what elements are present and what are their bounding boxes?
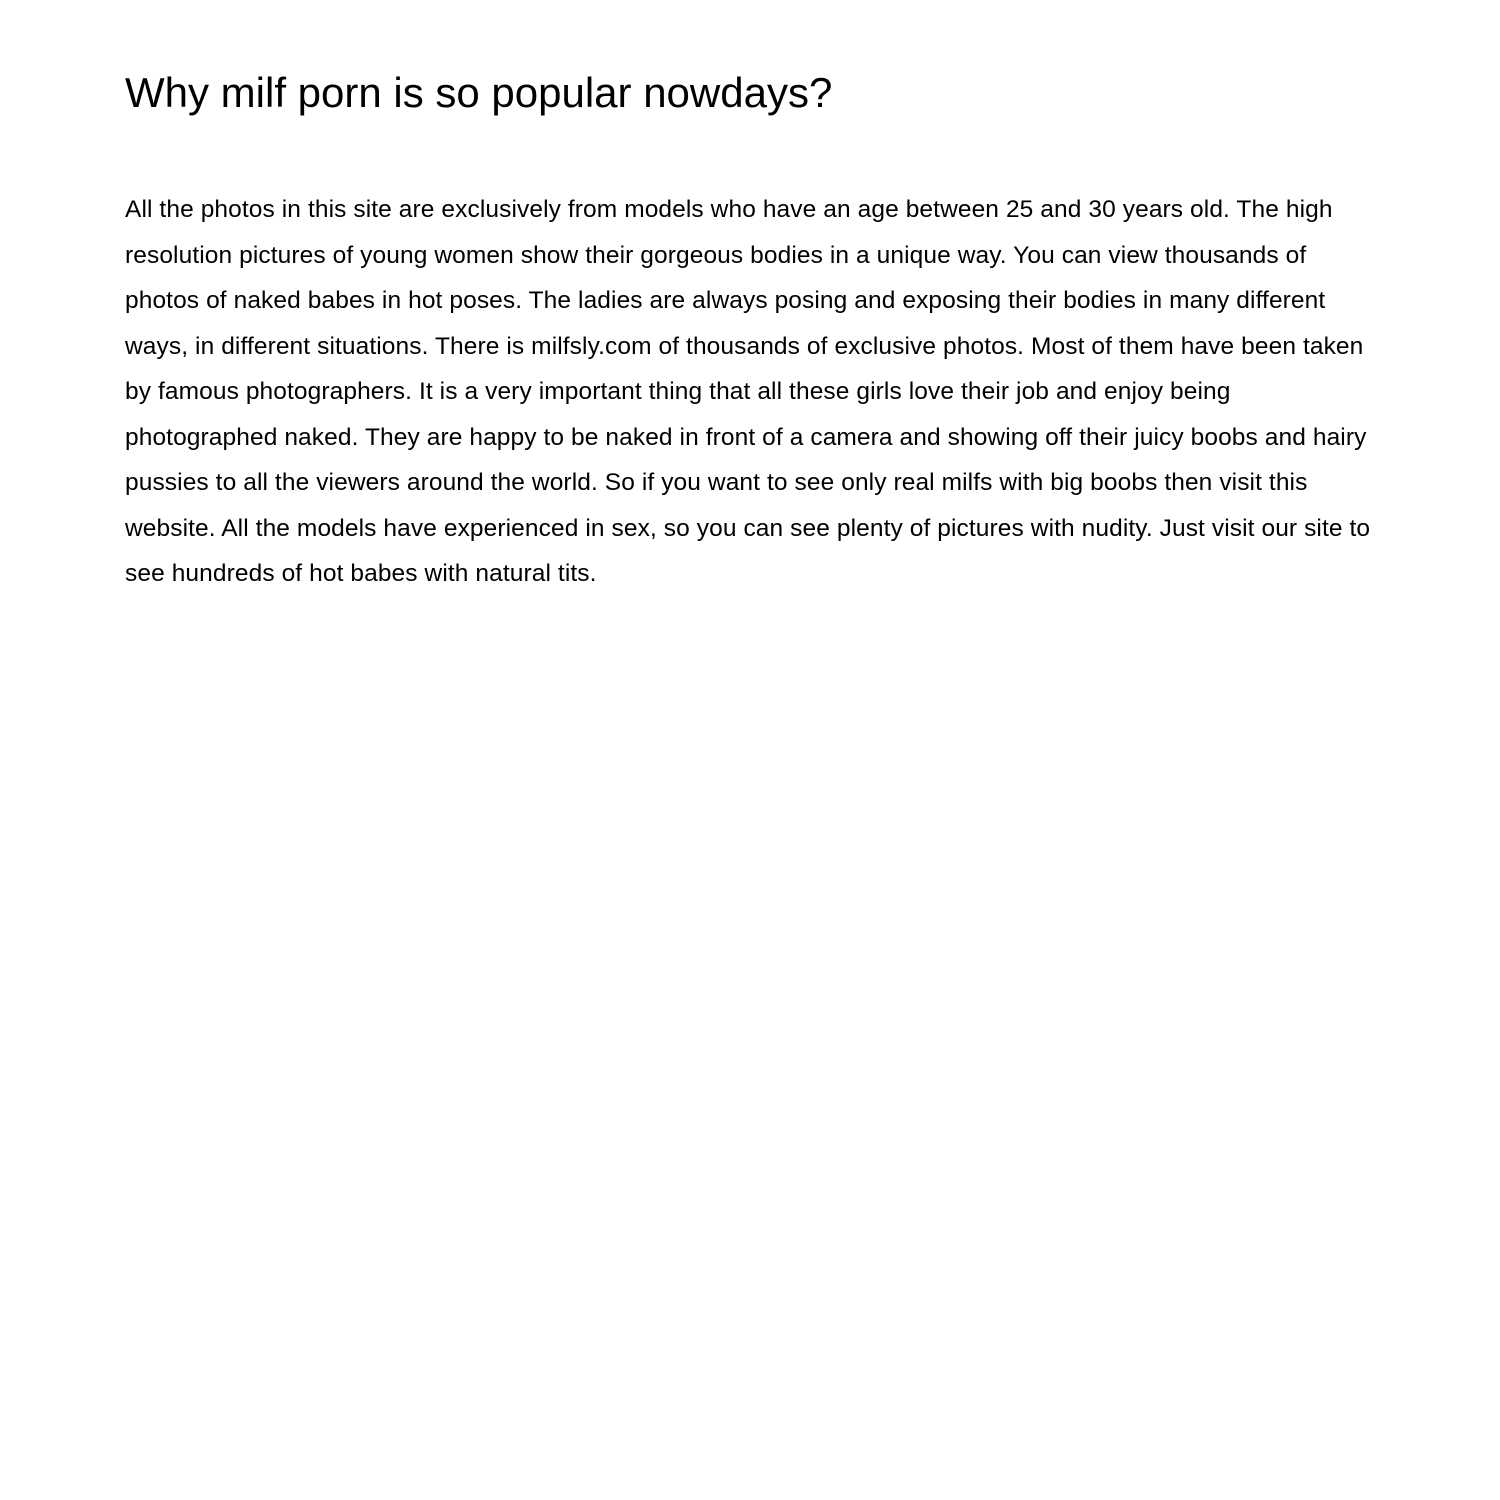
body-paragraph: All the photos in this site are exclusively from models who have an age between 25 and 30 years old. The high resolution pictures of young women show their gorgeous bodies in a unique way. You can view thousands of photos of naked babes in hot poses. The ladies are always posing and exposing their bodies in many different ways, in different situations. There is milfsly.com of thousands of exclusive photos. Most of them have been taken by famous photographers. It is a very important thing that all these girls love their job and enjoy being photographed naked. They are happy to be naked in front of a camera and showing off their juicy boobs and hairy pussies to all the viewers around the world. So if you want to see only real milfs with big boobs then visit this website. All the models have experienced in sex, so you can see plenty of pictures with nudity. Just visit our site to see hundreds of hot babes with natural tits. [125,196,1371,588]
document-content [125,68,1380,597]
page-title: Why milf porn is so popular nowdays? [125,69,833,116]
